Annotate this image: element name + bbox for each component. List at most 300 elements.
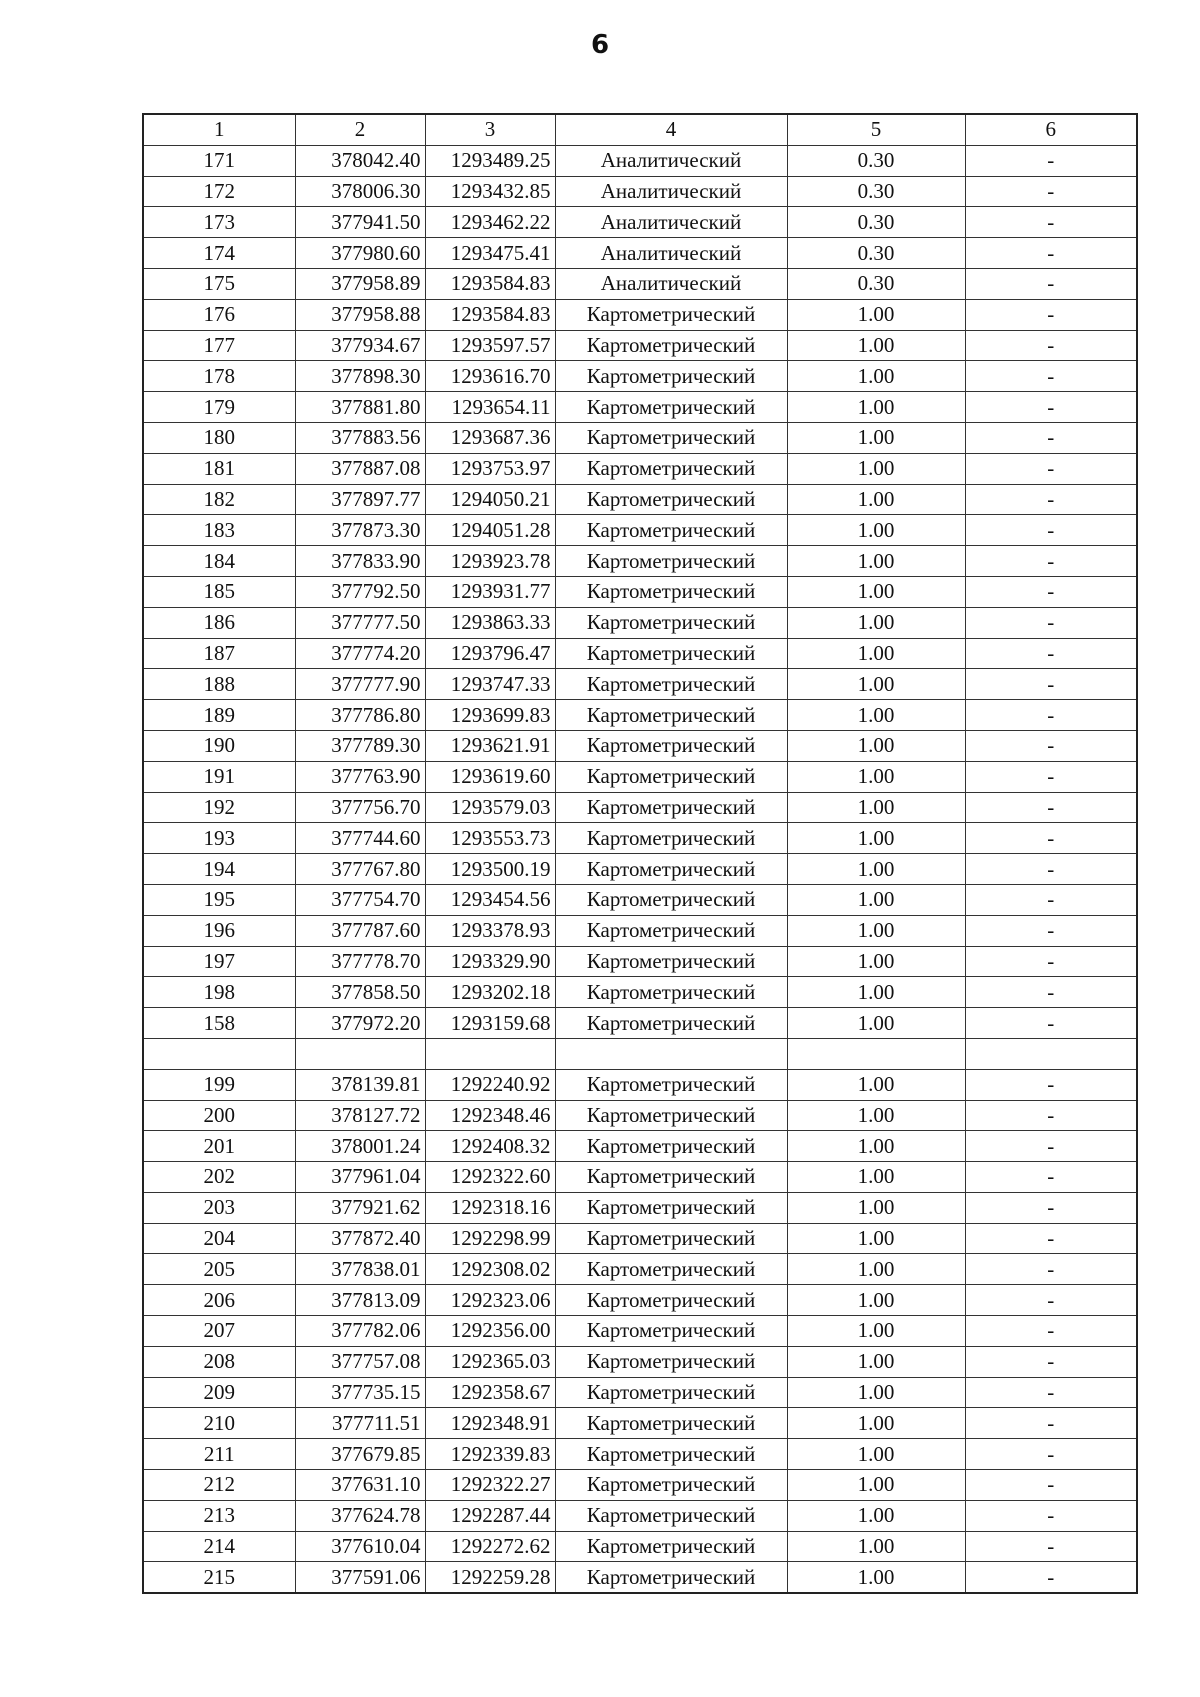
x-coordinate-cell: 377631.10 [295,1470,425,1501]
point-number-cell: 200 [143,1100,295,1131]
x-coordinate-cell: 377921.62 [295,1192,425,1223]
note-cell: - [965,1162,1137,1193]
note-cell: - [965,1008,1137,1039]
point-number-cell: 183 [143,515,295,546]
accuracy-cell: 1.00 [787,453,965,484]
x-coordinate-cell: 377961.04 [295,1162,425,1193]
table-row [143,1316,1137,1347]
method-cell: Картометрический [555,422,787,453]
x-coordinate-cell: 378139.81 [295,1069,425,1100]
y-coordinate-cell: 1292322.60 [425,1162,555,1193]
y-coordinate-cell: 1293654.11 [425,392,555,423]
accuracy-cell: 1.00 [787,1377,965,1408]
accuracy-cell: 1.00 [787,1192,965,1223]
x-coordinate-cell: 377786.80 [295,700,425,731]
method-cell: Картометрический [555,546,787,577]
x-coordinate-cell: 377777.90 [295,669,425,700]
table-body [143,114,1137,1593]
note-cell: - [965,176,1137,207]
note-cell: - [965,1100,1137,1131]
y-coordinate-cell: 1294051.28 [425,515,555,546]
accuracy-cell: 1.00 [787,761,965,792]
point-number-cell: 176 [143,299,295,330]
method-cell: Картометрический [555,761,787,792]
x-coordinate-cell: 377873.30 [295,515,425,546]
accuracy-cell: 1.00 [787,1346,965,1377]
method-cell: Картометрический [555,1131,787,1162]
x-coordinate-cell: 377777.50 [295,607,425,638]
accuracy-cell [787,1038,965,1069]
method-cell: Картометрический [555,1192,787,1223]
note-cell: - [965,915,1137,946]
method-cell: Картометрический [555,576,787,607]
note-cell: - [965,515,1137,546]
y-coordinate-cell: 1293923.78 [425,546,555,577]
table-row [143,884,1137,915]
table-row [143,607,1137,638]
method-cell: Картометрический [555,361,787,392]
point-number-cell: 208 [143,1346,295,1377]
point-number-cell: 189 [143,700,295,731]
y-coordinate-cell: 1292322.27 [425,1470,555,1501]
note-cell: - [965,576,1137,607]
method-cell: Картометрический [555,823,787,854]
x-coordinate-cell: 377980.60 [295,238,425,269]
method-cell: Картометрический [555,1223,787,1254]
point-number-cell: 184 [143,546,295,577]
y-coordinate-cell: 1293796.47 [425,638,555,669]
x-coordinate-cell: 377898.30 [295,361,425,392]
y-coordinate-cell: 1293747.33 [425,669,555,700]
y-coordinate-cell: 1293753.97 [425,453,555,484]
point-number-cell: 202 [143,1162,295,1193]
method-cell: Картометрический [555,1408,787,1439]
x-coordinate-cell: 378042.40 [295,145,425,176]
accuracy-cell: 1.00 [787,669,965,700]
y-coordinate-cell: 1292287.44 [425,1500,555,1531]
x-coordinate-cell: 378006.30 [295,176,425,207]
note-cell: - [965,361,1137,392]
x-coordinate-cell: 377887.08 [295,453,425,484]
method-cell: Картометрический [555,607,787,638]
x-coordinate-cell: 377787.60 [295,915,425,946]
table-row [143,1162,1137,1193]
x-coordinate-cell: 377881.80 [295,392,425,423]
accuracy-cell: 1.00 [787,422,965,453]
x-coordinate-cell: 377813.09 [295,1285,425,1316]
x-coordinate-cell: 377778.70 [295,946,425,977]
note-cell: - [965,422,1137,453]
note-cell: - [965,1470,1137,1501]
note-cell: - [965,884,1137,915]
method-cell: Картометрический [555,946,787,977]
method-cell: Картометрический [555,884,787,915]
note-cell: - [965,546,1137,577]
accuracy-cell: 1.00 [787,299,965,330]
x-coordinate-cell: 377754.70 [295,884,425,915]
table-row [143,1254,1137,1285]
table-row [143,1439,1137,1470]
table-row [143,730,1137,761]
accuracy-cell: 1.00 [787,484,965,515]
accuracy-cell: 1.00 [787,1562,965,1593]
point-number-cell: 209 [143,1377,295,1408]
x-coordinate-cell: 377591.06 [295,1562,425,1593]
y-coordinate-cell: 1293489.25 [425,145,555,176]
coordinates-table [142,113,1138,1594]
note-cell: - [965,1346,1137,1377]
method-cell: Картометрический [555,1377,787,1408]
note-cell: - [965,238,1137,269]
point-number-cell: 214 [143,1531,295,1562]
y-coordinate-cell: 1292308.02 [425,1254,555,1285]
table-row [143,1377,1137,1408]
y-coordinate-cell: 1293454.56 [425,884,555,915]
column-header-6: 6 [965,114,1137,145]
accuracy-cell: 1.00 [787,884,965,915]
note-cell: - [965,453,1137,484]
y-coordinate-cell: 1293462.22 [425,207,555,238]
method-cell: Картометрический [555,1500,787,1531]
accuracy-cell: 1.00 [787,1254,965,1285]
x-coordinate-cell: 377883.56 [295,422,425,453]
point-number-cell: 171 [143,145,295,176]
x-coordinate-cell: 377610.04 [295,1531,425,1562]
y-coordinate-cell: 1293687.36 [425,422,555,453]
accuracy-cell: 1.00 [787,1408,965,1439]
y-coordinate-cell: 1293597.57 [425,330,555,361]
point-number-cell: 195 [143,884,295,915]
note-cell: - [965,1069,1137,1100]
note-cell: - [965,392,1137,423]
y-coordinate-cell [425,1038,555,1069]
x-coordinate-cell: 377897.77 [295,484,425,515]
method-cell: Картометрический [555,1531,787,1562]
table-row [143,176,1137,207]
y-coordinate-cell: 1293378.93 [425,915,555,946]
table-row [143,207,1137,238]
note-cell: - [965,299,1137,330]
y-coordinate-cell: 1292339.83 [425,1439,555,1470]
table-row [143,1100,1137,1131]
accuracy-cell: 1.00 [787,1131,965,1162]
note-cell: - [965,638,1137,669]
table-row [143,915,1137,946]
x-coordinate-cell: 377958.88 [295,299,425,330]
x-coordinate-cell: 377872.40 [295,1223,425,1254]
method-cell: Аналитический [555,207,787,238]
point-number-cell: 206 [143,1285,295,1316]
method-cell: Картометрический [555,330,787,361]
y-coordinate-cell: 1293475.41 [425,238,555,269]
method-cell: Картометрический [555,299,787,330]
method-cell: Картометрический [555,1100,787,1131]
accuracy-cell: 1.00 [787,977,965,1008]
table-row [143,1131,1137,1162]
accuracy-cell: 1.00 [787,1223,965,1254]
x-coordinate-cell: 377774.20 [295,638,425,669]
x-coordinate-cell [295,1038,425,1069]
x-coordinate-cell: 377624.78 [295,1500,425,1531]
note-cell: - [965,977,1137,1008]
table-row [143,268,1137,299]
x-coordinate-cell: 377757.08 [295,1346,425,1377]
table-row [143,1069,1137,1100]
point-number-cell: 177 [143,330,295,361]
point-number-cell: 211 [143,1439,295,1470]
point-number-cell: 196 [143,915,295,946]
accuracy-cell: 1.00 [787,946,965,977]
note-cell: - [965,1192,1137,1223]
point-number-cell: 193 [143,823,295,854]
accuracy-cell: 1.00 [787,576,965,607]
x-coordinate-cell: 377735.15 [295,1377,425,1408]
note-cell: - [965,854,1137,885]
x-coordinate-cell: 377934.67 [295,330,425,361]
method-cell: Картометрический [555,1069,787,1100]
point-number-cell: 199 [143,1069,295,1100]
accuracy-cell: 0.30 [787,207,965,238]
note-cell: - [965,700,1137,731]
point-number-cell: 182 [143,484,295,515]
point-number-cell: 212 [143,1470,295,1501]
x-coordinate-cell: 377782.06 [295,1316,425,1347]
note-cell: - [965,1439,1137,1470]
note-cell: - [965,1254,1137,1285]
method-cell: Аналитический [555,238,787,269]
table-row [143,484,1137,515]
column-header-1: 1 [143,114,295,145]
y-coordinate-cell: 1293621.91 [425,730,555,761]
method-cell: Картометрический [555,1439,787,1470]
column-header-2: 2 [295,114,425,145]
point-number-cell: 213 [143,1500,295,1531]
method-cell: Картометрический [555,700,787,731]
accuracy-cell: 1.00 [787,700,965,731]
method-cell: Картометрический [555,669,787,700]
x-coordinate-cell: 377972.20 [295,1008,425,1039]
method-cell: Картометрический [555,638,787,669]
x-coordinate-cell: 377679.85 [295,1439,425,1470]
point-number-cell: 205 [143,1254,295,1285]
method-cell: Аналитический [555,176,787,207]
y-coordinate-cell: 1293931.77 [425,576,555,607]
column-header-4: 4 [555,114,787,145]
note-cell: - [965,1131,1137,1162]
method-cell [555,1038,787,1069]
point-number-cell: 194 [143,854,295,885]
point-number-cell: 158 [143,1008,295,1039]
table-row [143,392,1137,423]
page-number: 6 [590,30,610,60]
x-coordinate-cell: 377958.89 [295,268,425,299]
accuracy-cell: 1.00 [787,823,965,854]
table-row [143,638,1137,669]
method-cell: Картометрический [555,854,787,885]
point-number-cell: 210 [143,1408,295,1439]
accuracy-cell: 1.00 [787,730,965,761]
accuracy-cell: 1.00 [787,792,965,823]
table-row [143,823,1137,854]
method-cell: Картометрический [555,1346,787,1377]
method-cell: Аналитический [555,145,787,176]
method-cell: Картометрический [555,977,787,1008]
y-coordinate-cell: 1293579.03 [425,792,555,823]
y-coordinate-cell: 1293553.73 [425,823,555,854]
point-number-cell: 191 [143,761,295,792]
table-row [143,422,1137,453]
point-number-cell: 181 [143,453,295,484]
method-cell: Картометрический [555,1254,787,1285]
note-cell: - [965,268,1137,299]
accuracy-cell: 1.00 [787,361,965,392]
accuracy-cell: 1.00 [787,607,965,638]
point-number-cell: 178 [143,361,295,392]
note-cell: - [965,761,1137,792]
point-number-cell: 173 [143,207,295,238]
note-cell: - [965,330,1137,361]
x-coordinate-cell: 377789.30 [295,730,425,761]
table-row [143,854,1137,885]
point-number-cell: 207 [143,1316,295,1347]
method-cell: Картометрический [555,915,787,946]
note-cell: - [965,484,1137,515]
table-row [143,1285,1137,1316]
accuracy-cell: 1.00 [787,638,965,669]
point-number-cell [143,1038,295,1069]
note-cell: - [965,145,1137,176]
y-coordinate-cell: 1292318.16 [425,1192,555,1223]
point-number-cell: 180 [143,422,295,453]
point-number-cell: 192 [143,792,295,823]
x-coordinate-cell: 377941.50 [295,207,425,238]
y-coordinate-cell: 1292365.03 [425,1346,555,1377]
y-coordinate-cell: 1292356.00 [425,1316,555,1347]
note-cell: - [965,1500,1137,1531]
table-row [143,1531,1137,1562]
accuracy-cell: 1.00 [787,1531,965,1562]
accuracy-cell: 1.00 [787,1439,965,1470]
accuracy-cell: 0.30 [787,238,965,269]
accuracy-cell: 1.00 [787,1069,965,1100]
table-row [143,977,1137,1008]
table-row [143,576,1137,607]
table-row [143,299,1137,330]
table-row [143,361,1137,392]
accuracy-cell: 1.00 [787,330,965,361]
x-coordinate-cell: 378127.72 [295,1100,425,1131]
table-row [143,453,1137,484]
method-cell: Картометрический [555,792,787,823]
method-cell: Картометрический [555,392,787,423]
note-cell: - [965,792,1137,823]
table-row [143,761,1137,792]
y-coordinate-cell: 1294050.21 [425,484,555,515]
x-coordinate-cell: 377763.90 [295,761,425,792]
method-cell: Аналитический [555,268,787,299]
table-row [143,145,1137,176]
method-cell: Картометрический [555,515,787,546]
note-cell: - [965,607,1137,638]
table-row [143,1223,1137,1254]
table-row [143,1346,1137,1377]
point-number-cell: 197 [143,946,295,977]
point-number-cell: 198 [143,977,295,1008]
y-coordinate-cell: 1292240.92 [425,1069,555,1100]
y-coordinate-cell: 1292323.06 [425,1285,555,1316]
x-coordinate-cell: 377711.51 [295,1408,425,1439]
x-coordinate-cell: 377838.01 [295,1254,425,1285]
table-row [143,1408,1137,1439]
note-cell: - [965,1562,1137,1593]
table-row [143,946,1137,977]
accuracy-cell: 1.00 [787,1470,965,1501]
y-coordinate-cell: 1292272.62 [425,1531,555,1562]
table-row [143,1192,1137,1223]
point-number-cell: 190 [143,730,295,761]
accuracy-cell: 1.00 [787,1008,965,1039]
y-coordinate-cell: 1293699.83 [425,700,555,731]
table-row-blank [143,1038,1137,1069]
accuracy-cell: 1.00 [787,1500,965,1531]
point-number-cell: 175 [143,268,295,299]
y-coordinate-cell: 1293159.68 [425,1008,555,1039]
table-header-row [143,114,1137,145]
note-cell: - [965,1223,1137,1254]
method-cell: Картометрический [555,730,787,761]
point-number-cell: 174 [143,238,295,269]
method-cell: Картометрический [555,1285,787,1316]
x-coordinate-cell: 377833.90 [295,546,425,577]
y-coordinate-cell: 1293619.60 [425,761,555,792]
y-coordinate-cell: 1292408.32 [425,1131,555,1162]
y-coordinate-cell: 1292348.46 [425,1100,555,1131]
method-cell: Картометрический [555,1162,787,1193]
accuracy-cell: 0.30 [787,268,965,299]
column-header-5: 5 [787,114,965,145]
point-number-cell: 201 [143,1131,295,1162]
table-row [143,515,1137,546]
note-cell: - [965,823,1137,854]
method-cell: Картометрический [555,1562,787,1593]
note-cell: - [965,1377,1137,1408]
table-row [143,700,1137,731]
accuracy-cell: 1.00 [787,915,965,946]
y-coordinate-cell: 1293500.19 [425,854,555,885]
method-cell: Картометрический [555,1316,787,1347]
note-cell: - [965,1408,1137,1439]
table-row [143,1008,1137,1039]
table-row [143,330,1137,361]
accuracy-cell: 1.00 [787,1162,965,1193]
note-cell: - [965,669,1137,700]
y-coordinate-cell: 1293329.90 [425,946,555,977]
note-cell: - [965,946,1137,977]
method-cell: Картометрический [555,1008,787,1039]
column-header-3: 3 [425,114,555,145]
method-cell: Картометрический [555,484,787,515]
y-coordinate-cell: 1293432.85 [425,176,555,207]
x-coordinate-cell: 377744.60 [295,823,425,854]
y-coordinate-cell: 1292348.91 [425,1408,555,1439]
y-coordinate-cell: 1293584.83 [425,268,555,299]
y-coordinate-cell: 1292358.67 [425,1377,555,1408]
table-row [143,546,1137,577]
accuracy-cell: 0.30 [787,145,965,176]
table-row [143,669,1137,700]
point-number-cell: 203 [143,1192,295,1223]
table-row [143,1500,1137,1531]
